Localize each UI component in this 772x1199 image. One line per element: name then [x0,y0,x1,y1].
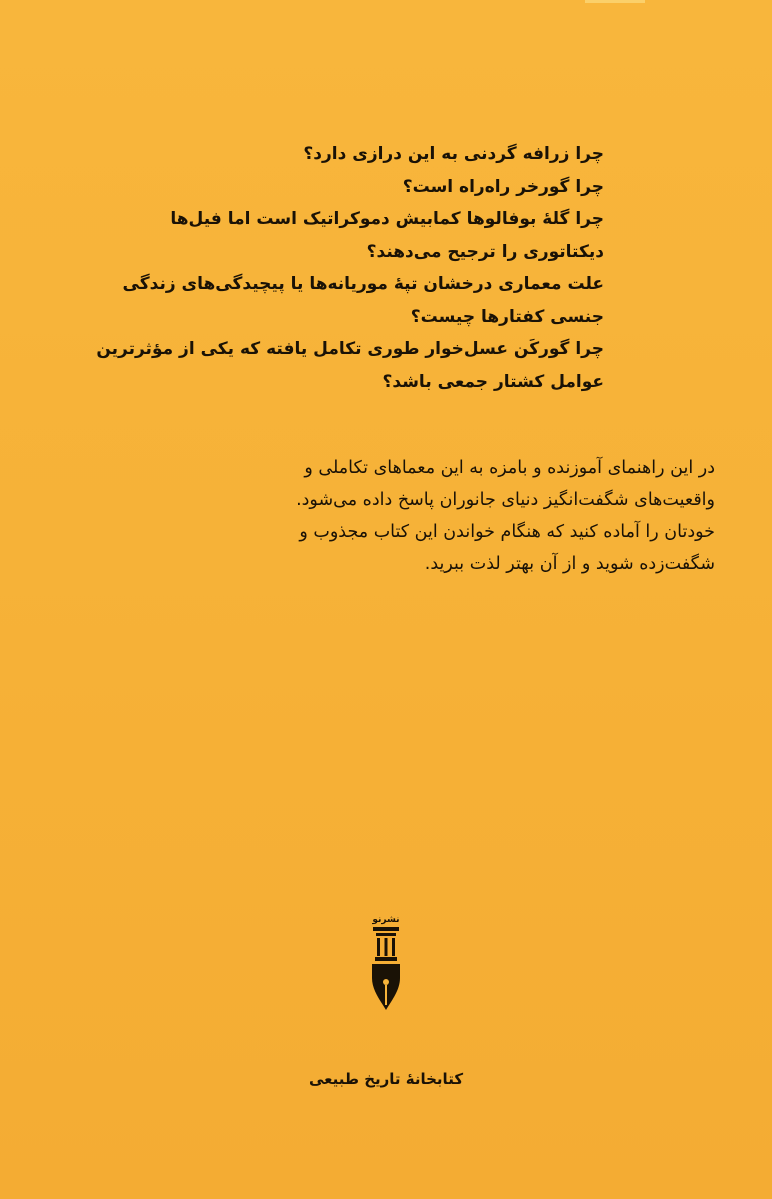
question-line: دیکتاتوری را ترجیح می‌دهند؟ [366,241,604,262]
question-line: جنسی کفتارها چیست؟ [410,306,604,327]
top-edge-accent [585,0,645,3]
publisher-logo-text: نشرنو [372,915,400,925]
question-line: عوامل کشتار جمعی باشد؟ [382,371,604,392]
questions-block [96,138,604,398]
pen-nib-icon [364,912,408,1012]
question-line: علت معماری درخشان تپهٔ موریانه‌ها یا پیچیدگی‌های زندگی [122,274,604,294]
question-line: چرا گلهٔ بوفالوها کمابیش دموکراتیک است اما فیل‌ها [170,209,604,229]
description-block [45,452,715,580]
description-line: واقعیت‌های شگفت‌انگیز دنیای جانوران پاسخ داده می‌شود. [296,490,715,510]
description-line: شگفت‌زده شوید و از آن بهتر لذت ببرید. [424,554,715,574]
series-name: کتابخانهٔ تاریخ طبیعی [308,1070,464,1088]
question-line: چرا گورخر راه‌راه است؟ [402,176,604,197]
question-line: چرا گورکَن عسل‌خوار طوری تکامل یافته که یکی از مؤثرترین [96,339,604,359]
description-line: در این راهنمای آموزنده و بامزه به این معماهای تکاملی و [304,458,715,478]
question-line: چرا زرافه گردنی به این درازی دارد؟ [303,144,604,164]
description-line: خودتان را آماده کنید که هنگام خواندن این کتاب مجذوب و [299,522,715,542]
